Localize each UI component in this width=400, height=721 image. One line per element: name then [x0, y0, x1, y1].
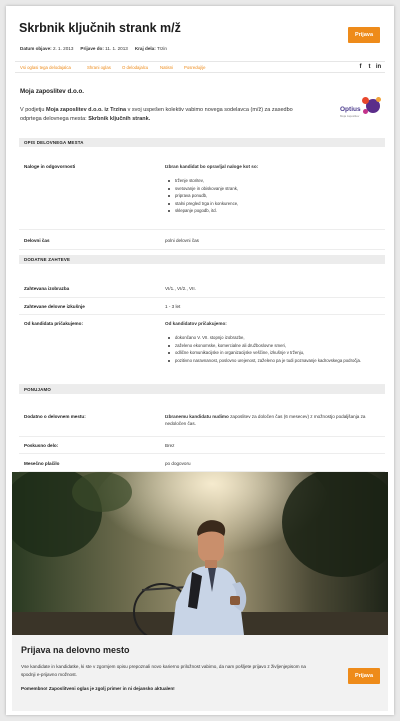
list-item: sklepanje pogodb, itd.: [165, 207, 385, 215]
expectations-row: [19, 315, 385, 385]
expectations-list: [165, 334, 385, 364]
pay-row: [19, 454, 385, 472]
twitter-icon[interactable]: t: [368, 64, 371, 70]
apply-button-top[interactable]: Prijava: [348, 27, 380, 43]
tasks-value: [165, 163, 385, 215]
facebook-icon[interactable]: f: [359, 64, 362, 70]
section-offer: [19, 385, 385, 394]
job-ad-card: [6, 6, 394, 715]
company-intro: [20, 106, 310, 124]
apply-note: Pomembno! Zaposlitveni oglas je zgolj primer in ni dejansko aktualen!: [21, 686, 175, 691]
nav-link-employer[interactable]: O delodajalcu: [122, 65, 149, 70]
nav-link-save[interactable]: Shrani oglas: [87, 65, 111, 70]
apply-title: Prijava na delovno mesto: [21, 645, 130, 655]
list-item: pozitivno naravnanost, poslovno urejenost, zaželeno pa je tudi poznavanje kadrovskega področja.: [165, 357, 385, 365]
list-item: stalni pregled trga in konkurence,: [165, 200, 385, 208]
section-requirements: [19, 255, 385, 264]
tasks-intro: Izbran kandidat bo opravljal naloge kot so:: [165, 164, 259, 169]
expectations-value: [165, 320, 385, 364]
linkedin-icon[interactable]: in: [375, 64, 382, 70]
job-photo: [12, 472, 388, 635]
logo-dot-icon: [376, 97, 381, 102]
nav-link-print[interactable]: Natisni: [160, 65, 174, 70]
hours-value: polni delovni čas: [165, 238, 199, 243]
extra-row: [19, 407, 385, 437]
job-header: [15, 15, 385, 59]
trial-value: Brez: [165, 443, 175, 448]
tasks-row: [19, 159, 385, 230]
section-title: OPIS DELOVNEGA MESTA: [24, 140, 84, 145]
pay-value: po dogovoru: [165, 461, 191, 466]
experience-row: [19, 298, 385, 315]
extra-text: zaposlitev za določen čas (6 mesecev) z možnostjo podaljšanja za nedoločen čas.: [165, 414, 366, 426]
company-name: Moja zaposlitev d.o.o.: [20, 88, 84, 95]
man-with-bicycle-photo: [12, 472, 388, 635]
section-title: PONUJAMO: [24, 387, 51, 392]
deadline-date: 11. 1. 2013: [105, 46, 128, 51]
intro-text: V podjetju: [20, 107, 46, 113]
education-row: [19, 277, 385, 298]
logo-dot-icon: [362, 97, 369, 104]
nav-link-all-ads[interactable]: Vsi oglasi tega delodajalca: [20, 65, 71, 70]
expectations-intro: Od kandidatov pričakujemo:: [165, 321, 227, 326]
logo-dot-icon: [363, 109, 368, 114]
list-item: priprava ponudb,: [165, 192, 385, 200]
list-item: dokončano V. VII. stopnjo izobrazbe,: [165, 334, 385, 342]
logo-subtext: Moja zaposlitev: [340, 114, 360, 118]
expectations-label: Od kandidata pričakujemo:: [24, 321, 83, 326]
list-item: zaželeno ekonomske, komercialne ali družboslovne smeri,: [165, 342, 385, 350]
job-ad-content: [15, 15, 385, 466]
trial-label: Poskusno delo:: [24, 443, 59, 448]
logo-text: Optius: [340, 106, 361, 113]
apply-button-bottom[interactable]: Prijava: [348, 668, 380, 684]
extra-label: Dodatno o delovnem mestu:: [24, 414, 86, 419]
hours-row: [19, 230, 385, 250]
hours-label: Delovni čas: [24, 238, 50, 243]
intro-company: Moja zaposlitev d.o.o. iz Trzina: [46, 107, 127, 113]
location-label: Kraj dela:: [134, 46, 156, 51]
list-item: odlične komunikacijske in organizacijske veščine, izkušnje v trženju,: [165, 349, 385, 357]
education-value: VI/1., VI/2., VII.: [165, 286, 196, 291]
section-description: [19, 138, 385, 147]
extra-bold: Izbranemu kandidatu nudimo: [165, 414, 229, 419]
experience-value: 1 - 3 let: [165, 304, 181, 309]
education-label: Zahtevana izobrazba: [24, 286, 70, 291]
trial-row: [19, 437, 385, 454]
extra-value: [165, 413, 385, 427]
deadline-label: Prijave do:: [80, 46, 104, 51]
page-title: Skrbnik ključnih strank m/ž: [19, 21, 181, 35]
apply-text: Vse kandidate in kandidatke, ki ste v zgornjem opisu prepoznali novo karierno priložnost vabimo, da nam pošljete prijavo z življenjepisom na spodnji e-prijavno možnost.: [21, 664, 306, 677]
intro-position: Skrbnik ključnih strank.: [88, 116, 151, 122]
list-item: trženje storitev,: [165, 177, 385, 185]
tasks-list: [165, 177, 385, 215]
list-item: svetovanje in obiskovanje strank,: [165, 185, 385, 193]
experience-label: Zahtevane delovne izkušnje: [24, 304, 85, 309]
company-logo: [336, 95, 384, 123]
pay-label: Mesečno plačilo: [24, 461, 60, 466]
location-value: Trzin: [156, 46, 167, 51]
intro-text-mid: v svoj uspešen kolektiv vabimo novega sodelavca (m/ž) za zasedbo odprtega delovnega mesta:: [20, 107, 293, 122]
apply-section: [12, 635, 388, 711]
nav-link-share[interactable]: Posreduj/je: [184, 65, 206, 70]
action-bar: [15, 61, 385, 73]
social-links: [356, 64, 383, 70]
tasks-label: Naloge in odgovornosti: [24, 164, 76, 169]
posted-label: Datum objave:: [20, 46, 52, 51]
section-title: DODATNE ZAHTEVE: [24, 257, 71, 262]
job-meta: [20, 46, 167, 51]
posted-date: 2. 1. 2013: [52, 46, 74, 51]
